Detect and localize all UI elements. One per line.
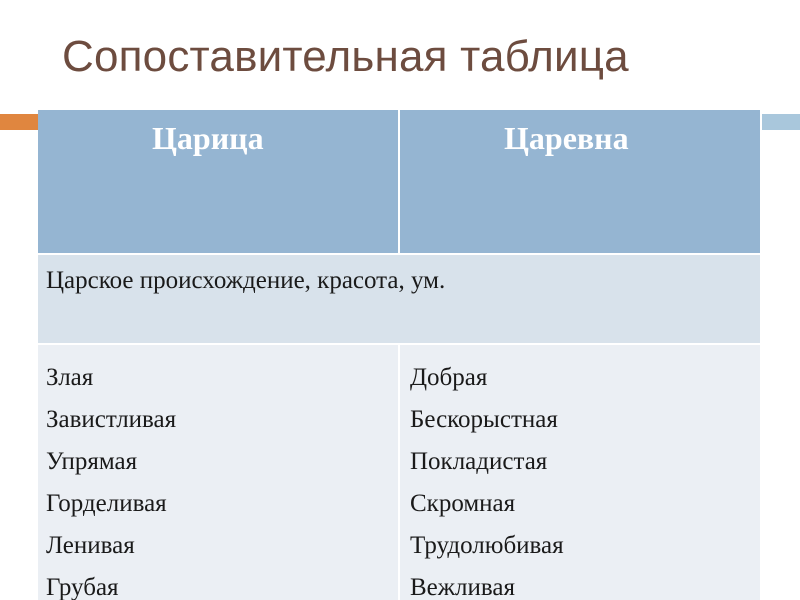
header-cell-tsarevna — [399, 110, 760, 254]
trait-item: Завистливая — [46, 406, 177, 433]
traits-row — [38, 344, 760, 600]
trait-item: Упрямая — [46, 448, 138, 475]
trait-item: Покладистая — [410, 448, 548, 475]
slide-title: Сопоставительная таблица — [62, 32, 629, 81]
trait-item: Горделивая — [46, 490, 167, 517]
header-cell-tsaritsa — [38, 110, 399, 254]
trait-item: Грубая — [46, 574, 119, 600]
trait-item: Трудолюбивая — [410, 532, 564, 559]
accent-bar-right — [762, 114, 800, 130]
header-row — [38, 110, 760, 254]
trait-item: Злая — [46, 364, 94, 391]
trait-item: Ленивая — [46, 532, 135, 559]
trait-item: Добрая — [410, 364, 488, 391]
shared-traits-row — [38, 254, 760, 344]
header-label-tsaritsa: Царица — [152, 120, 264, 156]
shared-traits-cell: Царское происхождение, красота, ум. — [38, 254, 760, 344]
tsaritsa-traits-cell — [38, 344, 399, 600]
trait-item: Скромная — [410, 490, 516, 517]
tsarevna-traits-cell — [399, 344, 760, 600]
header-label-tsarevna: Царевна — [504, 120, 629, 156]
comparison-table — [38, 110, 760, 600]
trait-item: Бескорыстная — [410, 406, 558, 433]
trait-item: Вежливая — [410, 574, 515, 600]
accent-bar-left — [0, 114, 38, 130]
